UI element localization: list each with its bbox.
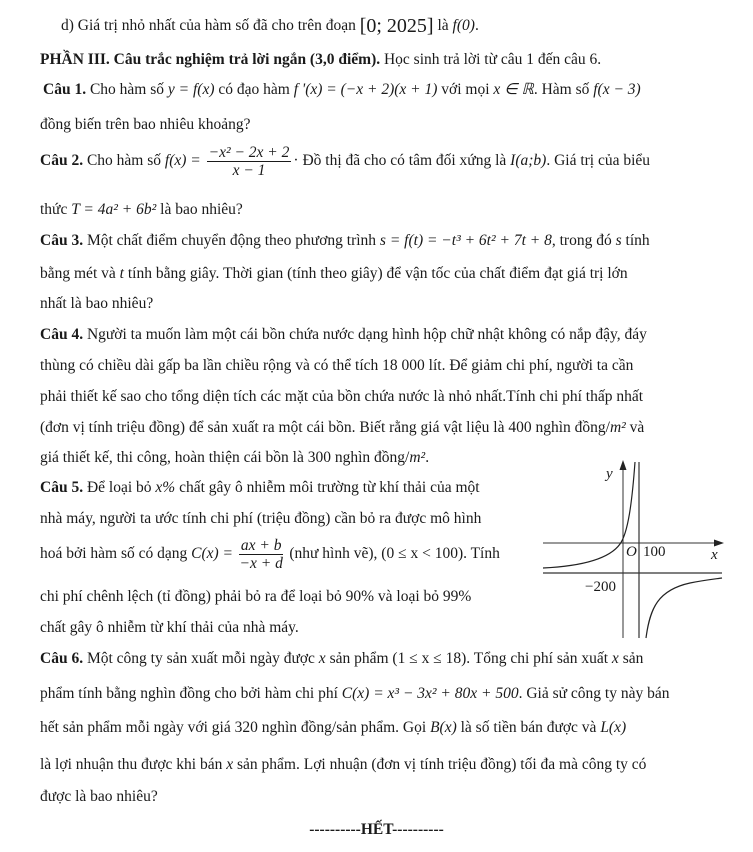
question-4-line-4 <box>40 418 644 438</box>
math: 99% <box>442 588 472 605</box>
question-5-line-1 <box>40 478 480 498</box>
text: . Giả sử công ty này bán <box>518 685 670 702</box>
math: I(a;b) <box>510 152 547 169</box>
math: (1 ≤ x ≤ 18) <box>392 650 467 667</box>
section-title: PHẦN III. Câu trắc nghiệm trả lời ngắn (3,0 điểm). <box>40 51 381 68</box>
question-2-line-1 <box>40 143 650 179</box>
question-4-line-3 <box>40 387 643 407</box>
question-3-label: Câu 3. <box>40 232 84 249</box>
text: sản phẩm <box>325 650 393 667</box>
text: . Tính <box>463 545 500 562</box>
text: và loại bỏ <box>374 588 443 605</box>
math: 90% <box>345 588 375 605</box>
question-5-line-2 <box>40 509 481 529</box>
text: chất gây ô nhiễm môi trường từ khí thải của một <box>175 479 480 496</box>
text: là lợi nhuận thu được khi bán <box>40 756 227 773</box>
math: f(x) = <box>164 152 205 169</box>
text: giá thiết kế, thi công, hoàn thiện cái bồn là 300 nghìn đồng/ <box>40 449 410 466</box>
left-branch-curve <box>543 462 635 568</box>
question-1-label: Câu 1. <box>43 81 87 98</box>
text: Để loại bỏ <box>83 479 156 496</box>
end-marker <box>0 820 753 840</box>
math: L(x) <box>600 719 627 736</box>
question-3-line-1 <box>40 231 650 251</box>
item-d-suffix: . <box>474 17 479 34</box>
question-4-line-5 <box>40 448 429 468</box>
math: C(x) = x³ − 3x² + 80x + 500 <box>341 685 519 702</box>
question-4-line-1 <box>40 325 647 345</box>
text: Một chất điểm chuyển động theo phương trình <box>83 232 380 249</box>
question-2-label: Câu 2. <box>40 152 84 169</box>
text: · Đồ thị đã cho có tâm đối xứng là <box>293 152 511 169</box>
math: T = 4a² + 6b² <box>71 201 157 218</box>
math: f '(x) = (−x + 2)(x + 1) <box>293 81 438 98</box>
text: đồng biến trên bao nhiêu khoảng? <box>40 116 251 133</box>
text: là bao nhiêu? <box>156 201 243 218</box>
text: là số tiền bán được và <box>456 719 601 736</box>
text: tính <box>621 232 650 249</box>
math: y = f(x) <box>167 81 215 98</box>
question-3-line-3 <box>40 294 153 314</box>
question-6-line-4 <box>40 755 646 775</box>
text: (đơn vị tính triệu đồng) để sản xuất ra một cái bồn. Biết rằng giá vật liệu là 400 nghìn đồng/ <box>40 419 610 436</box>
section-instruction: Học sinh trả lời từ câu 1 đến câu 6. <box>380 51 602 68</box>
x-asymptote-label: 100 <box>643 544 666 560</box>
math: (0 ≤ x < 100) <box>381 545 464 562</box>
text: . <box>425 449 430 466</box>
text: Cho hàm số <box>86 81 168 98</box>
text: chất gây ô nhiễm từ khí thải của nhà máy. <box>40 619 299 636</box>
math: x% <box>155 479 176 496</box>
math: s = f(t) = −t³ + 6t² + 7t + 8 <box>379 232 552 249</box>
x-axis-label: x <box>711 547 718 563</box>
text: bằng mét và <box>40 265 120 282</box>
graph-svg <box>540 458 724 640</box>
hyperbola-graph <box>540 458 724 640</box>
math: x <box>611 650 619 667</box>
y-axis-label: y <box>606 466 613 482</box>
text: có đạo hàm <box>214 81 294 98</box>
question-4-label: Câu 4. <box>40 326 84 343</box>
text: thùng có chiều dài gấp ba lần chiều rộng và có thể tích 18 000 lít. Để giảm chi phí, người ta cần <box>40 357 634 374</box>
text: với mọi <box>437 81 494 98</box>
math: x <box>318 650 326 667</box>
text: phẩm tính bằng nghìn đồng cho bởi hàm chi phí <box>40 685 342 702</box>
fraction <box>207 144 292 179</box>
text: nhất là bao nhiêu? <box>40 295 154 312</box>
math: m² <box>409 449 426 466</box>
text: hết sản phẩm mỗi ngày với giá 320 nghìn đồng/sản phẩm. Gọi <box>40 719 431 736</box>
question-5-label: Câu 5. <box>40 479 84 496</box>
numerator: ax + b <box>240 536 282 554</box>
question-2-line-2 <box>40 200 243 220</box>
question-5-line-3 <box>40 536 500 572</box>
text: hoá bởi hàm số có dạng <box>40 545 192 562</box>
math: f(x − 3) <box>593 81 641 98</box>
item-d-value: f(0) <box>452 17 475 34</box>
right-branch-curve <box>646 578 722 638</box>
x-axis-arrow-icon <box>714 540 724 547</box>
denominator: −x + d <box>239 554 283 572</box>
text: sản <box>618 650 644 667</box>
math: B(x) <box>430 719 457 736</box>
text: . Tổng chi phí sản xuất <box>466 650 612 667</box>
math: C(x) = <box>191 545 237 562</box>
text: . Giá trị của biểu <box>546 152 651 169</box>
question-1-line-1 <box>43 80 641 100</box>
math: m² <box>609 419 626 436</box>
text: Cho hàm số <box>83 152 165 169</box>
item-d-interval: [0; 2025] <box>359 15 434 37</box>
question-4-line-2 <box>40 356 633 376</box>
math: s <box>615 232 622 249</box>
text: thức <box>40 201 72 218</box>
numerator: −x² − 2x + 2 <box>208 143 290 161</box>
denominator: x − 1 <box>232 161 266 179</box>
end-text: ----------HẾT---------- <box>309 821 444 838</box>
question-3-line-2 <box>40 264 628 284</box>
y-axis-arrow-icon <box>620 460 627 470</box>
text: Người ta muốn làm một cái bồn chứa nước dạng hình hộp chữ nhật không có nắp đậy, đáy <box>83 326 647 343</box>
text: sản phẩm. Lợi nhuận (đơn vị tính triệu đồng) tối đa mà công ty có <box>233 756 647 773</box>
text: được là bao nhiêu? <box>40 788 158 805</box>
text: Một công ty sản xuất mỗi ngày được <box>83 650 319 667</box>
math: x ∈ ℝ <box>493 81 534 98</box>
question-5-line-4 <box>40 587 471 607</box>
y-asymptote-label: −200 <box>585 579 616 595</box>
text: tính bằng giây. Thời gian (tính theo giây) để vận tốc của chất điểm đạt giá trị lớn <box>123 265 628 282</box>
origin-label: O <box>626 544 637 560</box>
question-6-line-2 <box>40 684 670 704</box>
text: phải thiết kế sao cho tổng diện tích các mặt của bồn chứa nước là nhỏ nhất.Tính chi phí thấp nhất <box>40 388 644 405</box>
text: nhà máy, người ta ước tính chi phí (triệu đồng) cần bỏ ra được mô hình <box>40 510 482 527</box>
item-d <box>61 16 479 36</box>
item-d-text: d) Giá trị nhỏ nhất của hàm số đã cho trên đoạn <box>61 17 360 34</box>
text: và <box>625 419 645 436</box>
section-heading <box>40 50 601 70</box>
text: , trong đó <box>551 232 616 249</box>
text: (như hình vẽ), <box>285 545 382 562</box>
question-6-line-5 <box>40 787 158 807</box>
fraction <box>239 537 284 572</box>
question-1-line-2 <box>40 115 250 135</box>
text: . Hàm số <box>533 81 594 98</box>
text: chi phí chênh lệch (tỉ đồng) phải bỏ ra để loại bỏ <box>40 588 346 605</box>
math: x <box>226 756 234 773</box>
question-6-label: Câu 6. <box>40 650 84 667</box>
item-d-mid: là <box>433 17 453 34</box>
question-6-line-1 <box>40 649 643 669</box>
question-5-line-5 <box>40 618 299 638</box>
question-6-line-3 <box>40 718 626 738</box>
math: t <box>119 265 124 282</box>
